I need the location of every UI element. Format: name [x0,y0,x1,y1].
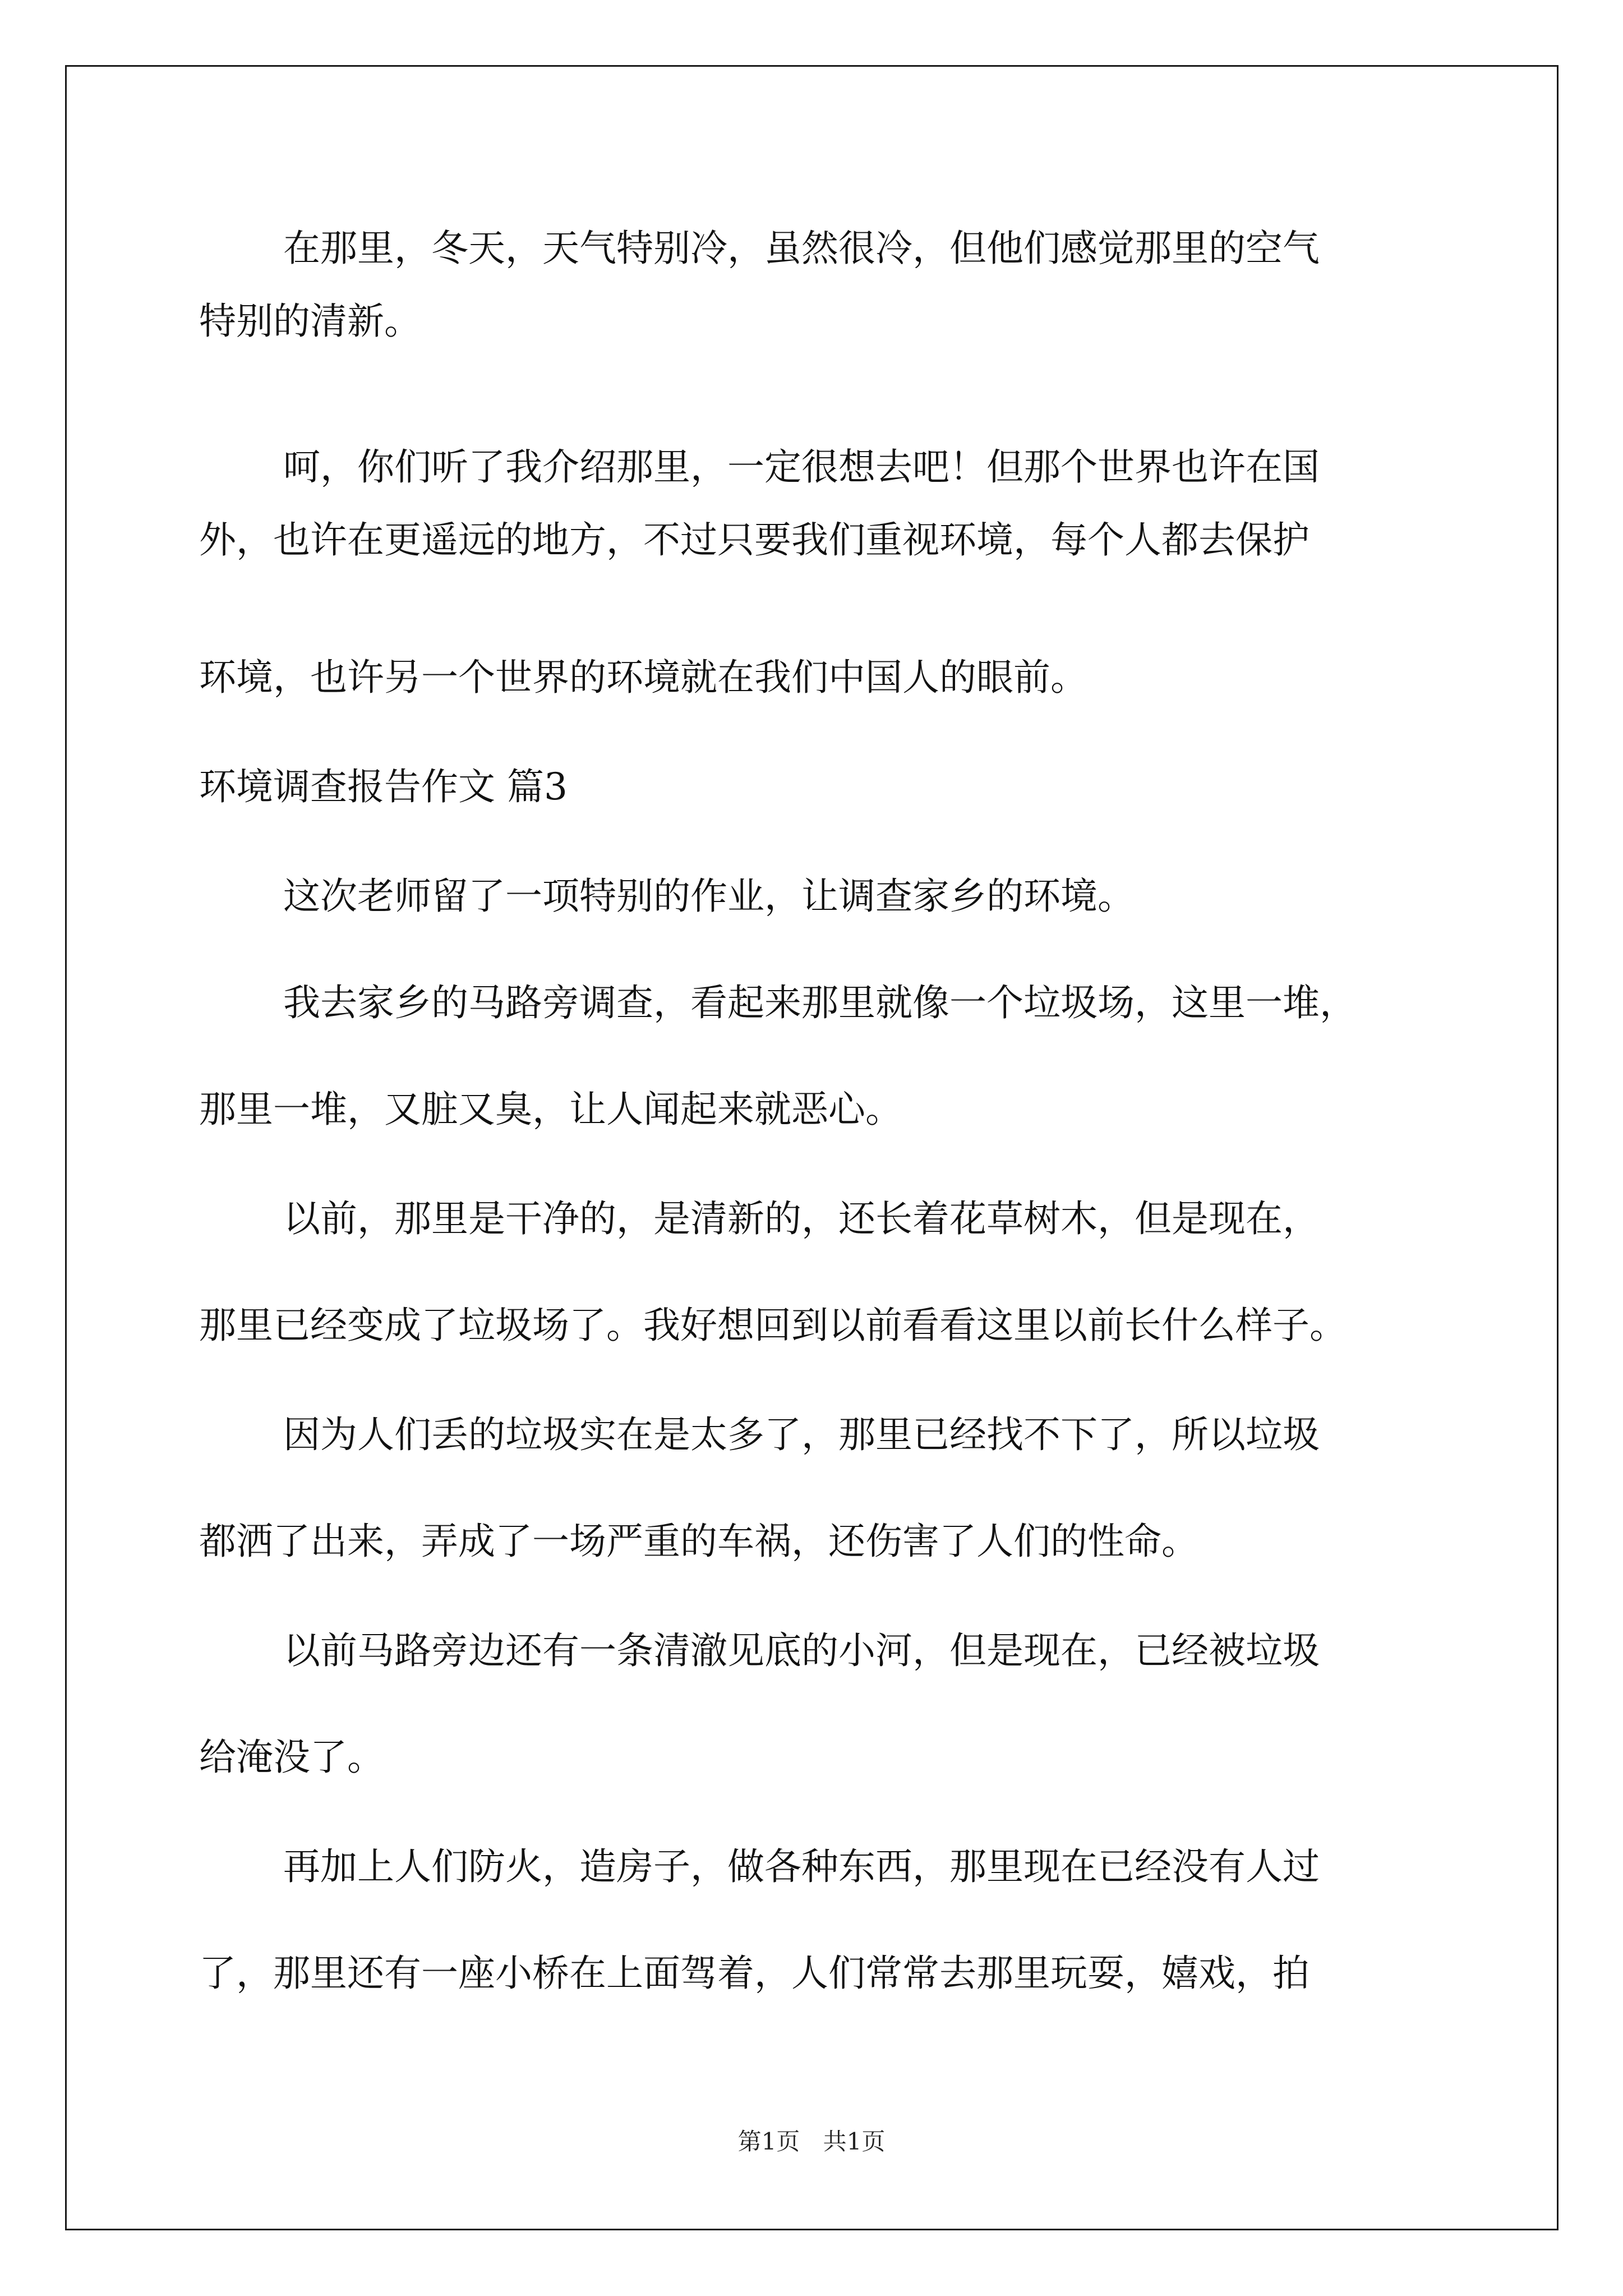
section-heading: 环境调查报告作文 篇3 [199,765,568,808]
text-line: 因为人们丢的垃圾实在是太多了，那里已经找不下了，所以垃圾 [283,1413,1320,1456]
text-line: 给淹没了。 [199,1736,384,1779]
text-line: 了，那里还有一座小桥在上面驾着，人们常常去那里玩耍，嬉戏，拍 [199,1952,1310,1995]
text-line: 以前马路旁边还有一条清澈见底的小河，但是现在，已经被垃圾 [283,1629,1320,1672]
text-line: 这次老师留了一项特别的作业，让调查家乡的环境。 [283,875,1135,918]
text-line: 都洒了出来，弄成了一场严重的车祸，还伤害了人们的性命。 [199,1520,1198,1563]
text-line: 环境，也许另一个世界的环境就在我们中国人的眼前。 [199,656,1087,699]
page-footer [0,2123,1623,2157]
text-line: 呵，你们听了我介绍那里，一定很想去吧！但那个世界也许在国 [283,445,1320,489]
page-border [65,65,1559,2230]
text-line: 特别的清新。 [199,300,421,343]
text-line: 那里一堆，又脏又臭，让人闻起来就恶心。 [199,1088,902,1131]
page-total: 共1页 [823,2128,886,2155]
text-line: 在那里，冬天，天气特别冷，虽然很冷，但他们感觉那里的空气 [283,227,1320,270]
text-line: 外，也许在更遥远的地方，不过只要我们重视环境，每个人都去保护 [199,518,1310,562]
text-line: 我去家乡的马路旁调查，看起来那里就像一个垃圾场，这里一堆， [283,981,1357,1024]
text-line: 以前，那里是干净的，是清新的，还长着花草树木，但是现在， [283,1197,1320,1240]
text-line: 那里已经变成了垃圾场了。我好想回到以前看看这里以前长什么样子。 [199,1304,1347,1347]
text-line: 再加上人们防火，造房子，做各种东西，那里现在已经没有人过 [283,1845,1320,1888]
page-number: 第1页 [737,2128,800,2155]
